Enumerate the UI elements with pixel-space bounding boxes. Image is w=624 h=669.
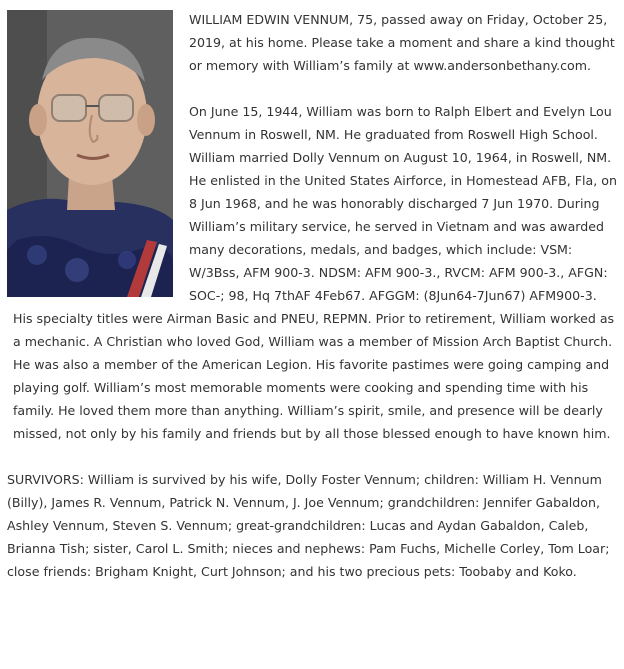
portrait-photo <box>7 10 173 297</box>
bio-paragraph: On June 15, 1944, William was born to Ralph Elbert and Evelyn Lou Vennum in Roswell, NM. He graduated from Roswell High School. William married Dolly Vennum on August 10, 1964, in Roswell, NM. He enlisted in the United States Airforce, in Homestead AFB, Fla, on 8 Jun 1968, and he was honorably discharged 7 Jun 1970. During William’s military service, he served in Vietnam and was awarded many decorations, medals, and badges, which include: VSM: W/3Bss, AFM 900-3. NDSM: AFM 900-3., RVCM: AFM 900-3., AFGN: SOC-; 98, Hq 7thAF 4Feb67. AFGGM: (8Jun64-7Jun67) AFM900-3. His specialty titles were Airman Basic and PNEU, REPMN. Prior to retirement, William worked as a mechanic. A Christian who loved God, William was a member of Mission Arch Baptist Church. He was also a member of the American Legion. His favorite pastimes were going camping and playing golf. William’s most memorable moments were cooking and spending time with his family. He loved them more than anything. William’s spirit, smile, and presence will be dearly missed, not only by his family and friends but by all those blessed enough to have known him. <box>13 104 617 441</box>
obituary-content <box>7 8 619 583</box>
survivors-paragraph: SURVIVORS: William is survived by his wife, Dolly Foster Vennum; children: William H. Vennum (Billy), James R. Vennum, Patrick N. Vennum, J. Joe Vennum; grandchildren: Jennifer Gabaldon, Ashley Vennum, Steven S. Vennum; great-grandchildren: Lucas and Aydan Gabaldon, Caleb, Brianna Tish; sister, Carol L. Smith; nieces and nephews: Pam Fuchs, Michelle Corley, Tom Loar; close friends: Brigham Knight, Curt Johnson; and his two precious pets: Toobaby and Koko. <box>7 472 610 579</box>
intro-paragraph: WILLIAM EDWIN VENNUM, 75, passed away on Friday, October 25, 2019, at his home. Please take a moment and share a kind thought or memory with William’s family at www.andersonbethany.com. <box>189 12 615 73</box>
paragraph-spacer <box>7 445 619 468</box>
portrait-illustration <box>7 10 173 297</box>
